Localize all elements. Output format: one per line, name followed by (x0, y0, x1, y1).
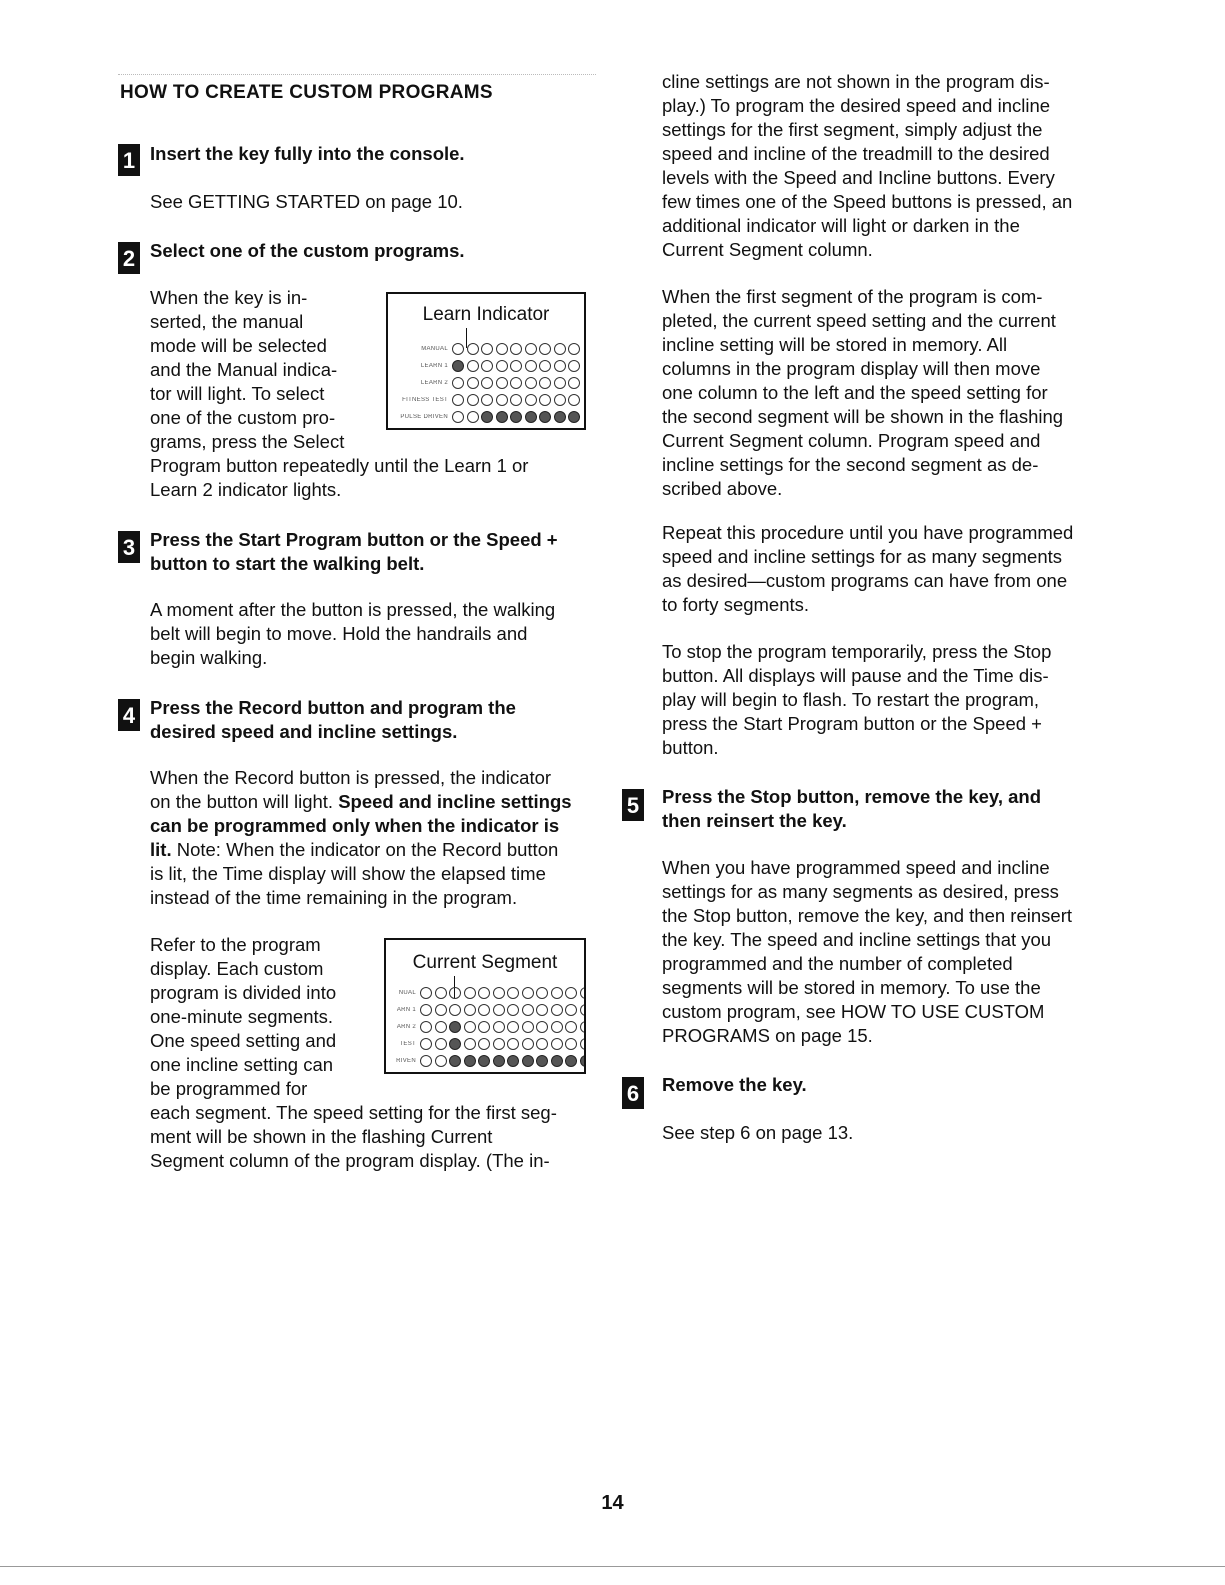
step-1-body: See GETTING STARTED on page 10. (150, 191, 463, 212)
step-6-heading: Remove the key. (662, 1074, 807, 1095)
step-1-heading: Insert the key fully into the console. (150, 143, 465, 164)
program-row-manual: MANUAL (388, 340, 583, 357)
step-4-badge: 4 (118, 699, 140, 731)
step-5-body: When you have programmed speed and incline settings for as many segments as desired, press the Stop button, remove the key, and then reinsert the key. The speed and incline settings that you programmed and the number of completed segments will be stored in memory. To use the custom program, see HOW TO USE CUSTOM PROGRAMS on page 15. (662, 857, 1072, 1046)
learn-indicator-figure (386, 292, 586, 430)
page-number: 14 (601, 1492, 624, 1514)
step-6-body: See step 6 on page 13. (662, 1122, 854, 1143)
right-paragraph-3: Repeat this procedure until you have programmed speed and incline settings for as many segments as desired—custom programs can have from one to forty segments. (662, 522, 1074, 615)
right-paragraph-2: When the first segment of the program is com- pleted, the current speed setting and the current incline setting will be stored in memory. All columns in the program display will then move one column to the left and the speed setting for the second segment will be shown in the flashing Current Segment column. Program speed and incline settings for the second segment as de- scribed above. (662, 286, 1064, 499)
program-row-learn-1: LEARN 1 (388, 357, 583, 374)
current-segment-title: Current Segment (412, 952, 558, 973)
step-4-heading: Press the Record button and program the desired speed and incline settings. (150, 697, 516, 742)
step-3-badge: 3 (118, 531, 140, 563)
section-title: HOW TO CREATE CUSTOM PROGRAMS (120, 82, 493, 103)
segment-row-2: ARN 1 (386, 1001, 586, 1018)
program-row-pulse-driven: PULSE DRIVEN (388, 408, 583, 425)
step-3-body: A moment after the button is pressed, the walking belt will begin to move. Hold the handrails and begin walking. (150, 599, 556, 668)
step-5-badge: 5 (622, 789, 644, 821)
program-row-learn-2: LEARN 2 (388, 374, 583, 391)
step-4-body: When the Record button is pressed, the indicator on the button will light. Speed and incline settings can be programmed only when the indicator is lit. Note: When the indicator on the Record button is lit, the Time display will show the elapsed time instead of the time remaining in the program. (150, 767, 572, 908)
step-3-heading: Press the Start Program button or the Speed + button to start the walking belt. (150, 529, 558, 574)
step-4-body-continued: Refer to the program display. Each custom program is divided into one-minute segments. One speed setting and one incline setting can be programmed for each segment. The speed setting for the first seg- ment will be shown in the flashing Current Segment column of the program display. (The in- (150, 934, 557, 1171)
segment-row-1: NUAL (386, 984, 586, 1001)
step-2-body: When the key is in- serted, the manual mode will be selected and the Manual indica- tor will light. To select one of the custom pro- grams, press the Select Program button repeatedly until the Learn 1 or Learn 2 indicator lights. (150, 287, 529, 500)
right-paragraph-4: To stop the program temporarily, press the Stop button. All displays will pause and the Time dis- play will begin to flash. To restart the program, press the Start Program button or the Speed + button. (662, 641, 1052, 758)
learn-indicator-title: Learn Indicator (422, 304, 550, 325)
segment-row-4: TEST (386, 1035, 586, 1052)
step-2-heading: Select one of the custom programs. (150, 240, 465, 261)
program-row-fitness-test: FITNESS TEST (388, 391, 583, 408)
right-paragraph-1: cline settings are not shown in the program dis- play.) To program the desired speed and incline settings for the first segment, simply adjust the speed and incline of the treadmill to the desired levels with the Speed and Incline buttons. Every few times one of the Speed buttons is pressed, an additional indicator will light or darken in the Current Segment column. (662, 71, 1073, 260)
step-1-badge: 1 (118, 144, 140, 176)
step-5-heading: Press the Stop button, remove the key, and then reinsert the key. (662, 786, 1041, 831)
current-segment-figure (384, 938, 586, 1074)
bottom-rule (0, 1566, 1225, 1567)
step-2-badge: 2 (118, 242, 140, 274)
step-6-badge: 6 (622, 1077, 644, 1109)
segment-row-3: ARN 2 (386, 1018, 586, 1035)
segment-row-5: RIVEN (386, 1052, 586, 1069)
